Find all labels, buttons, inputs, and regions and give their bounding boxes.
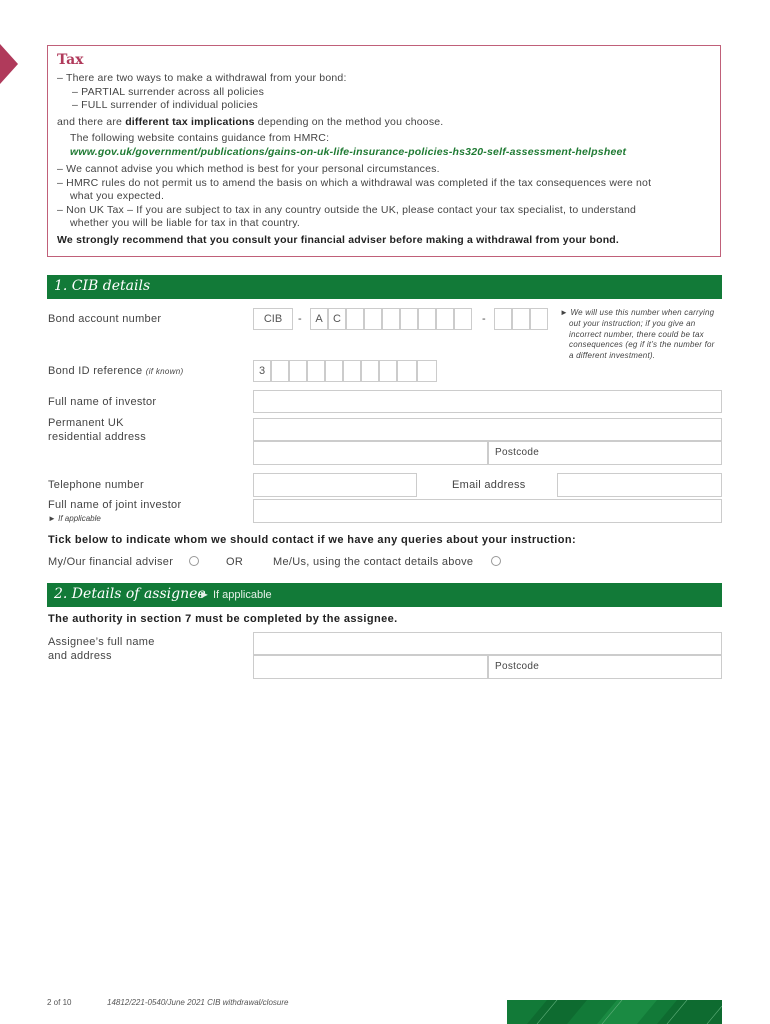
- tax-line: – PARTIAL surrender across all policies: [72, 86, 265, 98]
- email-label: Email address: [452, 479, 526, 491]
- ac-cell: C: [328, 308, 346, 330]
- tax-text: and there are: [57, 116, 126, 128]
- account-digit-cell[interactable]: [494, 308, 512, 330]
- hmrc-link[interactable]: www.gov.uk/government/publications/gains-on-uk-life-insurance-policies-hs320-self-assessment-helpsheet: [70, 146, 627, 158]
- assignee-address-field[interactable]: [253, 655, 488, 679]
- account-digit-cell[interactable]: [364, 308, 382, 330]
- telephone-label: Telephone number: [48, 479, 144, 491]
- postcode-label: Postcode: [495, 447, 540, 458]
- account-digit-cell[interactable]: [436, 308, 454, 330]
- joint-investor-field[interactable]: [253, 499, 722, 523]
- radio-adviser[interactable]: [189, 556, 199, 566]
- account-digit-cell[interactable]: [400, 308, 418, 330]
- bond-id-cell[interactable]: [379, 360, 397, 382]
- address-field[interactable]: [253, 441, 488, 465]
- section-1-title: 1. CIB details: [54, 278, 151, 294]
- page-number: 2 of 10: [47, 998, 72, 1007]
- tax-line: The following website contains guidance from HMRC:: [70, 132, 330, 144]
- option-me-label: Me/Us, using the contact details above: [273, 556, 474, 568]
- corner-arrow-icon: [0, 44, 18, 84]
- account-digit-cell[interactable]: [454, 308, 472, 330]
- address-label-line2: residential address: [48, 431, 147, 443]
- bond-id-cell[interactable]: [325, 360, 343, 382]
- assignee-name-address-field[interactable]: [253, 632, 722, 655]
- section-1-header: [47, 275, 722, 299]
- note-line: a different investment).: [569, 351, 656, 361]
- tax-recommendation: We strongly recommend that you consult your financial adviser before making a withdrawal from your bond.: [57, 234, 620, 246]
- tax-line: – HMRC rules do not permit us to amend the basis on which a withdrawal was completed if the tax consequences were not: [57, 177, 652, 189]
- bond-id-cell[interactable]: [289, 360, 307, 382]
- joint-investor-hint: ► If applicable: [48, 514, 101, 523]
- bond-account-label: Bond account number: [48, 313, 162, 325]
- contact-question: Tick below to indicate whom we should contact if we have any queries about your instruction:: [48, 534, 577, 546]
- bond-id-label-text: Bond ID reference: [48, 365, 143, 377]
- footer-pattern-graphic: [507, 1000, 722, 1024]
- account-digit-cell[interactable]: [346, 308, 364, 330]
- postcode-label: Postcode: [495, 661, 540, 672]
- investor-name-label: Full name of investor: [48, 396, 157, 408]
- tax-info-box: [47, 45, 721, 257]
- or-label: OR: [226, 556, 244, 568]
- tax-title: Tax: [57, 52, 84, 68]
- bond-id-cell[interactable]: [307, 360, 325, 382]
- dash-separator: -: [298, 313, 302, 325]
- tax-line-implications: [57, 116, 443, 128]
- bond-id-cell: 3: [253, 360, 271, 382]
- email-field[interactable]: [557, 473, 722, 497]
- assignee-label-line1: Assignee’s full name: [48, 636, 155, 648]
- note-line: incorrect number, there could be tax: [569, 329, 704, 339]
- bond-id-cell[interactable]: [343, 360, 361, 382]
- option-adviser-label: My/Our financial adviser: [48, 556, 174, 568]
- assignee-authority-note: The authority in section 7 must be completed by the assignee.: [48, 613, 398, 625]
- investor-name-field[interactable]: [253, 390, 722, 413]
- postcode-field[interactable]: [488, 441, 722, 465]
- tax-line: whether you will be liable for tax in that country.: [70, 217, 301, 229]
- section-2-subtitle: ► If applicable: [199, 589, 272, 601]
- bond-id-cell[interactable]: [417, 360, 437, 382]
- account-digit-cell[interactable]: [382, 308, 400, 330]
- ac-cell: A: [310, 308, 328, 330]
- tax-bold-text: different tax implications: [125, 116, 255, 128]
- assignee-postcode-field[interactable]: [488, 655, 722, 679]
- address-field[interactable]: [253, 418, 722, 441]
- radio-me[interactable]: [491, 556, 501, 566]
- tax-line: – We cannot advise you which method is best for your personal circumstances.: [57, 163, 440, 175]
- section-2-title: 2. Details of assignee: [54, 586, 206, 602]
- bond-id-label: [48, 365, 183, 377]
- tax-line: – There are two ways to make a withdrawal from your bond:: [57, 72, 347, 84]
- tax-line: – Non UK Tax – If you are subject to tax in any country outside the UK, please contact your tax specialist, to understand: [57, 204, 637, 216]
- footer-pattern-band: [507, 1000, 722, 1024]
- assignee-label-line2: and address: [48, 650, 112, 662]
- account-digit-cell[interactable]: [530, 308, 548, 330]
- bond-id-hint: (if known): [145, 367, 184, 376]
- account-digit-cell[interactable]: [512, 308, 530, 330]
- note-line: consequences (eg if it’s the number for: [569, 340, 715, 350]
- tax-text: depending on the method you choose.: [254, 116, 444, 128]
- dash-separator: -: [482, 313, 486, 325]
- joint-investor-label: Full name of joint investor: [48, 499, 182, 511]
- note-line: out your instruction; if you give an: [569, 318, 696, 328]
- telephone-field[interactable]: [253, 473, 417, 497]
- address-label-line1: Permanent UK: [48, 417, 124, 429]
- section-2-header: [47, 583, 722, 607]
- account-number-note: [560, 308, 715, 362]
- bond-prefix-cell: CIB: [253, 308, 293, 330]
- document-reference: 14812/221-0540/June 2021 CIB withdrawal/closure: [107, 998, 289, 1007]
- bond-id-cell[interactable]: [361, 360, 379, 382]
- note-line: ► We will use this number when carrying: [560, 308, 715, 317]
- tax-line: what you expected.: [70, 190, 165, 202]
- tax-line: – FULL surrender of individual policies: [72, 99, 259, 111]
- account-digit-cell[interactable]: [418, 308, 436, 330]
- bond-id-cell[interactable]: [397, 360, 417, 382]
- bond-id-cell[interactable]: [271, 360, 289, 382]
